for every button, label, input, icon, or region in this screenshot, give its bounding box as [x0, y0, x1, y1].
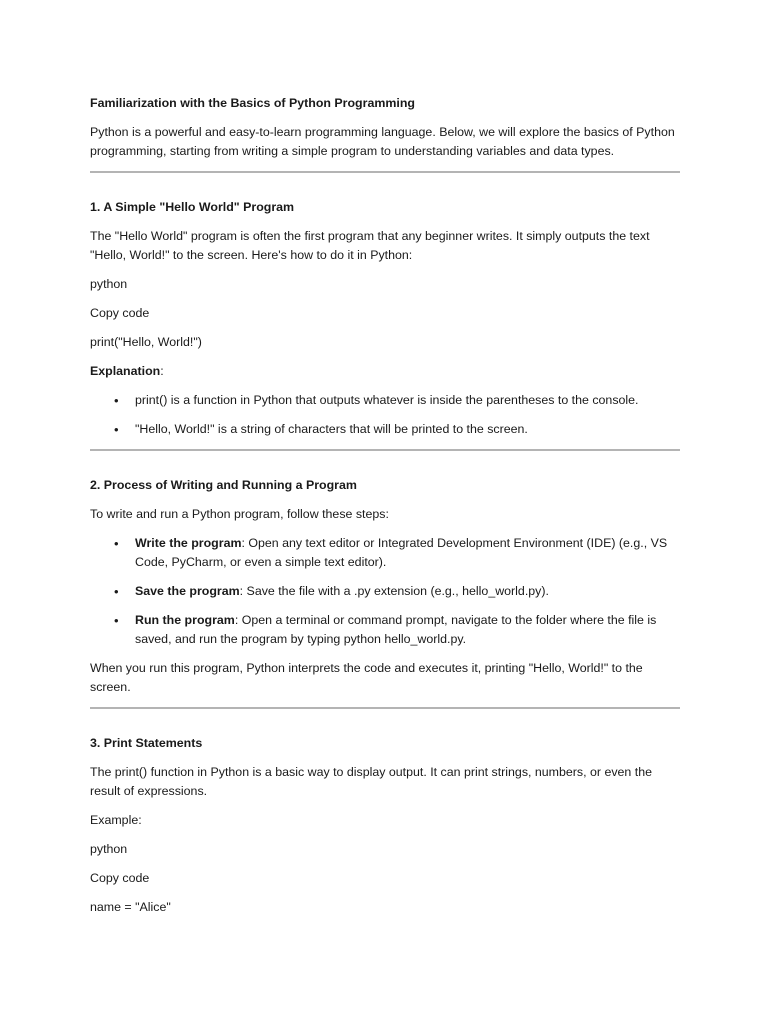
explanation-colon: :: [160, 364, 164, 378]
code-language-label: python: [90, 277, 128, 291]
step-text: : Open a terminal or command prompt, navigate to the folder where the file is saved, and run the program by typing python hello_world.py.: [135, 613, 657, 646]
section-3-heading: 3. Print Statements: [90, 736, 203, 750]
step-label: Run the program: [135, 613, 235, 627]
list-item: [90, 534, 680, 572]
document-page: [90, 94, 680, 927]
copy-code-button[interactable]: Copy code: [90, 306, 150, 320]
section-2-closing: When you run this program, Python interprets the code and executes it, printing "Hello, World!" to the screen.: [90, 661, 643, 694]
intro-paragraph: Python is a powerful and easy-to-learn programming language. Below, we will explore the basics of Python programming, starting from writing a simple program to understanding variables and data types.: [90, 125, 675, 158]
section-divider: [90, 449, 680, 451]
steps-list: [90, 534, 680, 649]
section-divider: [90, 171, 680, 173]
section-2-paragraph: To write and run a Python program, follow these steps:: [90, 507, 389, 521]
example-label: Example:: [90, 813, 142, 827]
document-title: Familiarization with the Basics of Python Programming: [90, 96, 415, 110]
step-text: : Open any text editor or Integrated Development Environment (IDE) (e.g., VS Code, PyCharm, or even a simple text editor).: [135, 536, 668, 569]
code-line: name = "Alice": [90, 900, 171, 914]
step-text: : Save the file with a .py extension (e.g., hello_world.py).: [239, 584, 549, 598]
explanation-list: [90, 391, 680, 439]
section-2-heading: 2. Process of Writing and Running a Program: [90, 478, 357, 492]
step-label: Save the program: [135, 584, 240, 598]
list-item: • "Hello, World!" is a string of characters that will be printed to the screen.: [90, 420, 680, 439]
section-1-paragraph: The "Hello World" program is often the first program that any beginner writes. It simply outputs the text "Hello, World!" to the screen. Here's how to do it in Python:: [90, 229, 650, 262]
section-3-paragraph: The print() function in Python is a basic way to display output. It can print strings, numbers, or even the result of expressions.: [90, 765, 652, 798]
code-line: print("Hello, World!"): [90, 335, 202, 349]
code-language-label: python: [90, 842, 128, 856]
explanation-line: [90, 362, 680, 381]
list-item: • print() is a function in Python that outputs whatever is inside the parentheses to the console.: [90, 391, 680, 410]
explanation-label: Explanation: [90, 364, 161, 378]
step-label: Write the program: [135, 536, 242, 550]
copy-code-button[interactable]: Copy code: [90, 871, 150, 885]
section-divider: [90, 707, 680, 709]
list-item: [90, 611, 680, 649]
section-1-heading: 1. A Simple "Hello World" Program: [90, 200, 295, 214]
list-item: [90, 582, 680, 601]
